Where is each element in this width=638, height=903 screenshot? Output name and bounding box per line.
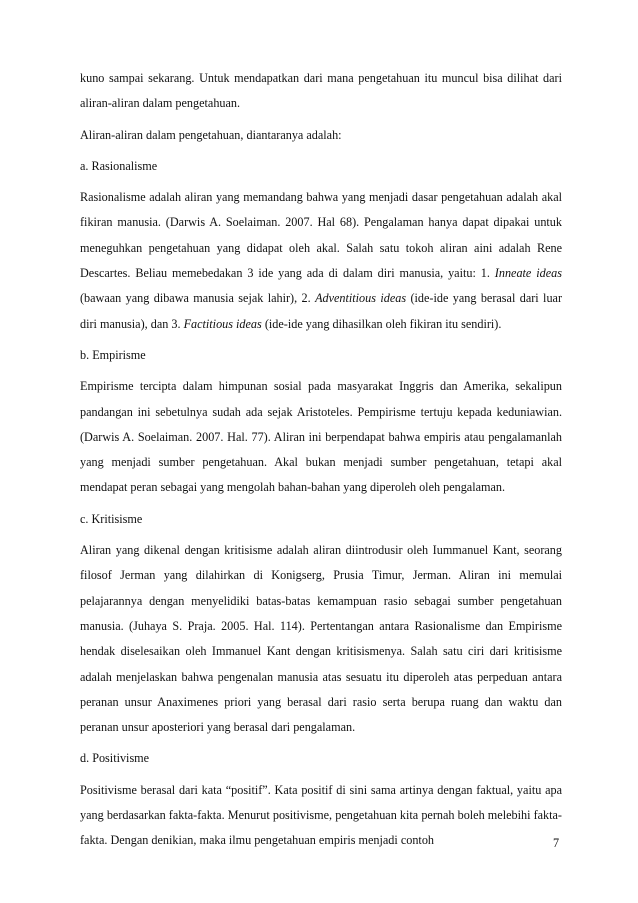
term-adventitious-ideas: Adventitious ideas (315, 291, 407, 306)
paragraph-positivisme: Positivisme berasal dari kata “positif”. Kata positif di sini sama artinya dengan faktual, yaitu apa yang berdasarkan fakta-fakta. Menurut positivisme, pengetahuan kita pernah boleh melebihi fakta-fakta. Dengan denikian, maka ilmu pengetahuan empiris menjadi contoh (80, 782, 562, 848)
heading-kritisisme: c. Kritisisme (80, 511, 143, 526)
rasionalisme-text-3: (ide-ide yang berasal dari luar diri manusia), dan 3. (80, 291, 562, 331)
page-number: 7 (553, 836, 560, 850)
term-inneate-ideas: Inneate ideas (494, 266, 562, 281)
heading-positivisme: d. Positivisme (80, 751, 150, 766)
heading-rasionalisme: a. Rasionalisme (80, 158, 158, 173)
list-intro: Aliran-aliran dalam pengetahuan, diantaranya adalah: (80, 127, 342, 142)
paragraph-kritisisme: Aliran yang dikenal dengan kritisisme adalah aliran diintrodusir oleh Iummanuel Kant, seorang filosof Jerman yang dilahirkan di Konigserg, Prusia Timur, Jerman. Aliran ini memulai pelajarannya dengan menyelidiki batas-batas kemampuan rasio sebagai sumber pengetahuan manusia. (Juhaya S. Praja. 2005. Hal. 114). Pertentangan antara Rasionalisme dan Empirisme hendak diselesaikan oleh Immanuel Kant dengan kritisismenya. Salah satu ciri dari kritisisme adalah menjelaskan bahwa pengenalan manusia atas sesuatu itu diperoleh atas perpeduan antara peranan unsur Anaximenes priori yang berasal dari rasio serta berupa ruang dan waktu dan peranan unsur aposteriori yang berasal dari pengalaman. (80, 543, 562, 735)
paragraph-empirisme: Empirisme tercipta dalam himpunan sosial pada masyarakat Inggris dan Amerika, sekalipun pandangan ini sebetulnya sudah ada sejak Aristoteles. Pempirisme tertuju kepada keduniawian. (Darwis A. Soelaiman. 2007. Hal. 77). Aliran ini berpendapat bahwa empiris atau pengalamanlah yang menjadi sumber pengetahuan. Akal bukan menjadi sumber pengetahuan, tetapi akal mendapat peran sebagai yang mengolah bahan-bahan yang diperoleh oleh pengalaman. (80, 379, 562, 495)
rasionalisme-text-4: (ide-ide yang dihasilkan oleh fikiran itu sendiri). (261, 316, 502, 331)
rasionalisme-text-2: (bawaan yang dibawa manusia sejak lahir), 2. (80, 291, 316, 306)
paragraph-rasionalisme (80, 185, 562, 337)
page-content (80, 66, 562, 854)
term-factitious-ideas: Factitious ideas (183, 316, 262, 331)
rasionalisme-text-1: Rasionalisme adalah aliran yang memandang bahwa yang menjadi dasar pengetahuan adalah akal fikiran manusia. (Darwis A. Soelaiman. 2007. Hal 68). Pengalaman hanya dapat dipakai untuk meneguhkan pengetahuan yang didapat oleh akal. Salah satu tokoh aliran aini adalah Rene Descartes. Beliau memebedakan 3 ide yang ada di dalam diri manusia, yaitu: 1. (80, 190, 562, 281)
heading-empirisme: b. Empirisme (80, 347, 146, 362)
intro-paragraph: kuno sampai sekarang. Untuk mendapatkan dari mana pengetahuan itu muncul bisa dilihat dari aliran-aliran dalam pengetahuan. (80, 71, 562, 111)
